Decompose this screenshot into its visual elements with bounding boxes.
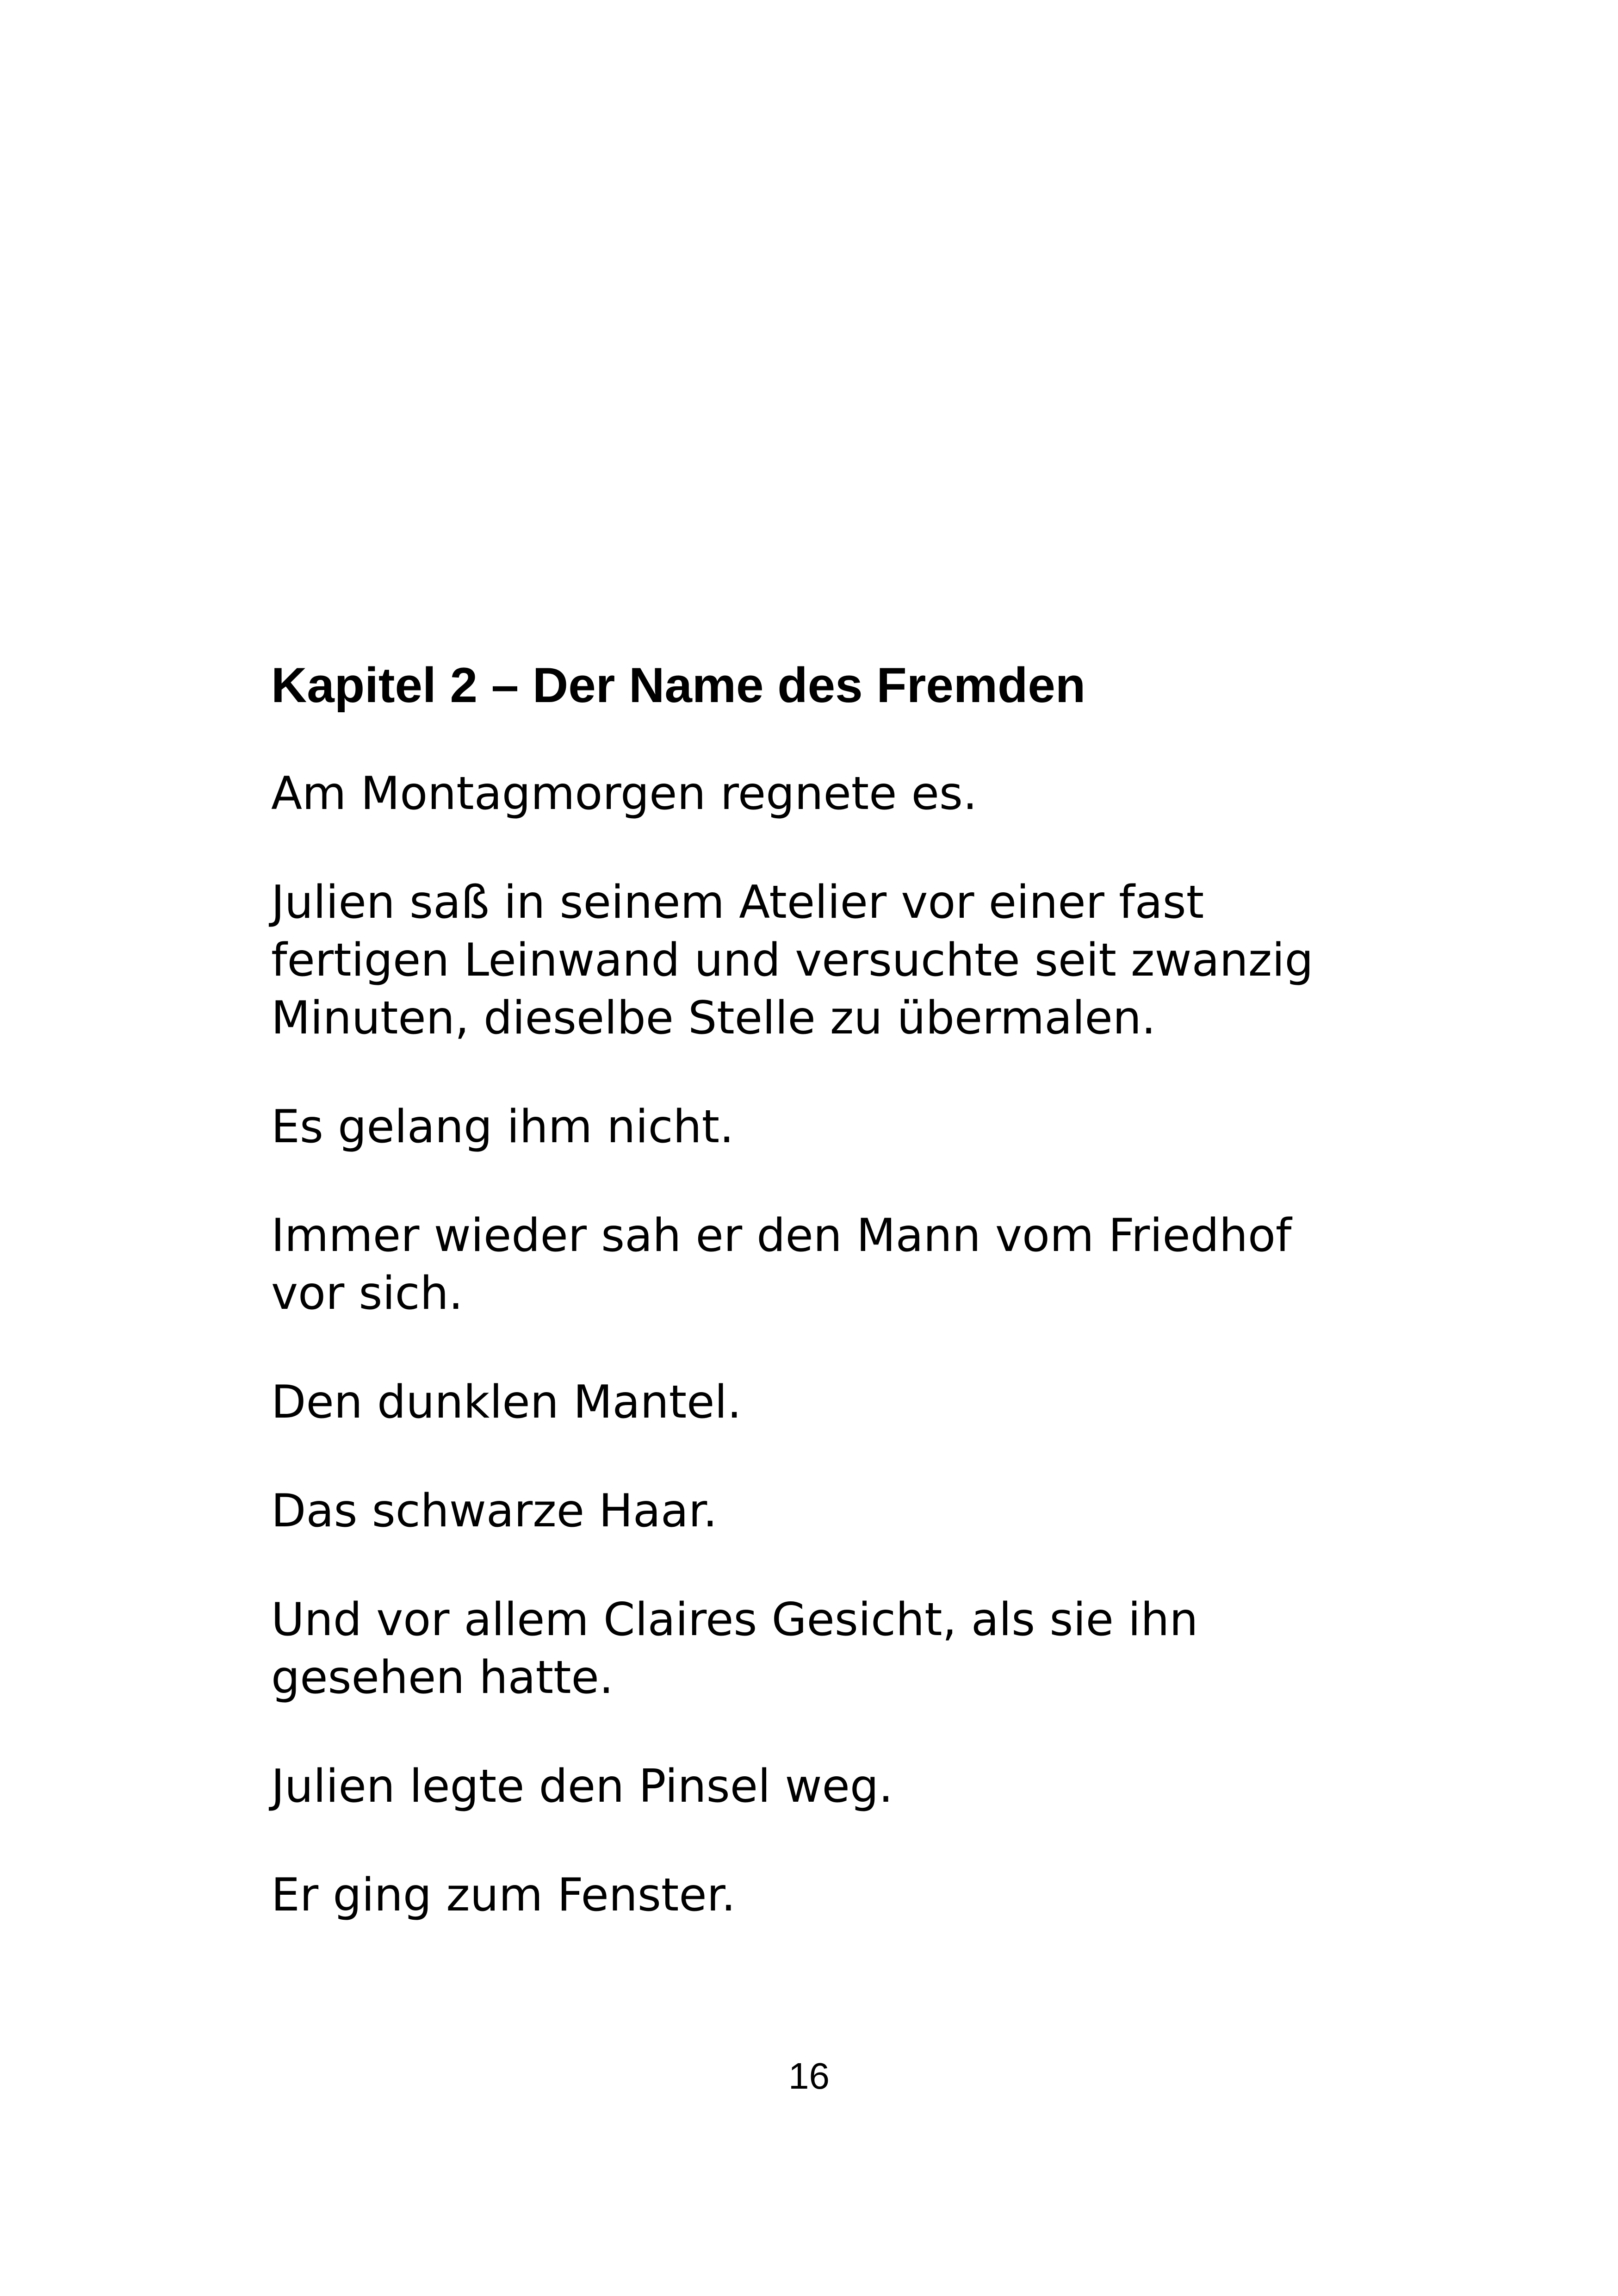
paragraph: Er ging zum Fenster. [271, 1869, 736, 1922]
paragraph: Das schwarze Haar. [271, 1485, 718, 1537]
paragraph: Es gelang ihm nicht. [271, 1101, 734, 1153]
page-number: 16 [788, 2055, 830, 2097]
chapter-title: Kapitel 2 – Der Name des Fremden [271, 657, 1086, 713]
paragraph: Am Montagmorgen regnete es. [271, 767, 978, 820]
paragraph: Den dunklen Mantel. [271, 1376, 742, 1429]
paragraph: Julien legte den Pinsel weg. [271, 1760, 893, 1813]
paragraph: Immer wieder sah er den Mann vom Friedhof vor sich. [271, 1209, 1292, 1320]
paragraph: Und vor allem Claires Gesicht, als sie ihn gesehen hatte. [271, 1593, 1198, 1704]
paragraph: Julien saß in seinem Atelier vor einer fast fertigen Leinwand und versuchte seit zwanzig Minuten, dieselbe Stelle zu übermalen. [271, 876, 1314, 1045]
text-column [271, 656, 1349, 1975]
